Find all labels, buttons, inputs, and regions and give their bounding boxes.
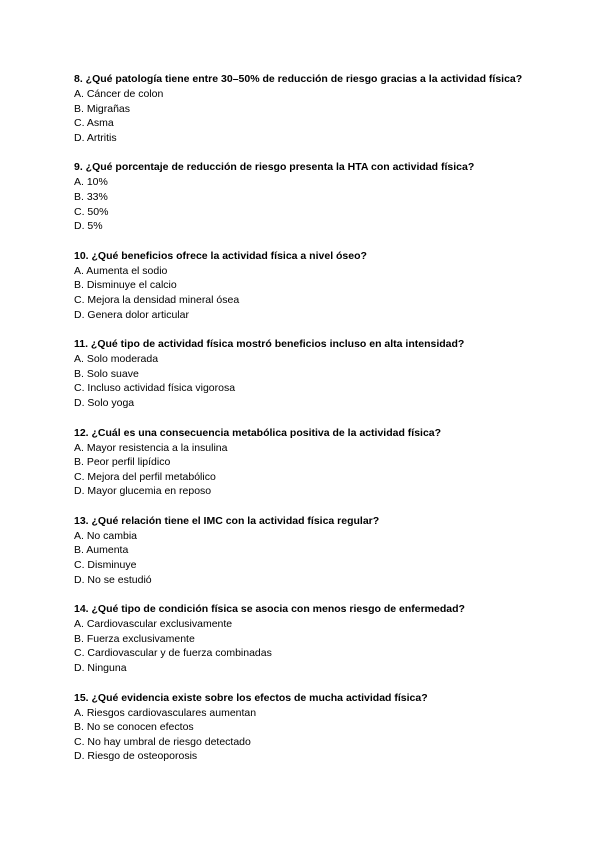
option-b: B. Migrañas	[74, 102, 131, 115]
option-b: B. 33%	[74, 190, 108, 203]
option-c: C. Cardiovascular y de fuerza combinadas	[74, 647, 272, 660]
question-title: 11. ¿Qué tipo de actividad física mostró beneficios incluso en alta intensidad?	[74, 338, 465, 351]
option-a: A. Riesgos cardiovasculares aumentan	[74, 706, 257, 719]
question-title: 9. ¿Qué porcentaje de reducción de riesgo presenta la HTA con actividad física?	[74, 161, 475, 174]
option-d: D. Ninguna	[74, 662, 127, 675]
question-13	[74, 514, 534, 587]
option-d: D. Mayor glucemia en reposo	[74, 485, 212, 498]
option-b: B. Solo suave	[74, 367, 139, 380]
option-a: A. Solo moderada	[74, 353, 159, 366]
question-list	[74, 72, 534, 779]
option-a: A. Aumenta el sodio	[74, 264, 168, 277]
option-a: A. 10%	[74, 176, 108, 189]
option-c: C. Disminuye	[74, 559, 137, 572]
option-b: B. Fuerza exclusivamente	[74, 632, 195, 645]
question-title: 12. ¿Cuál es una consecuencia metabólica positiva de la actividad física?	[74, 426, 442, 439]
option-a: A. Cardiovascular exclusivamente	[74, 618, 233, 631]
option-d: D. Genera dolor articular	[74, 308, 189, 321]
option-b: B. No se conocen efectos	[74, 721, 194, 734]
question-10	[74, 249, 534, 322]
option-c: C. Asma	[74, 117, 114, 130]
question-title: 15. ¿Qué evidencia existe sobre los efectos de mucha actividad física?	[74, 691, 428, 704]
question-title: 8. ¿Qué patología tiene entre 30–50% de reducción de riesgo gracias a la actividad física?	[74, 73, 523, 85]
question-14	[74, 602, 534, 675]
option-c: C. Mejora la densidad mineral ósea	[74, 293, 240, 306]
option-c: C. Mejora del perfil metabólico	[74, 470, 216, 483]
option-a: A. Cáncer de colon	[74, 88, 164, 100]
option-c: C. 50%	[74, 205, 109, 218]
question-title: 13. ¿Qué relación tiene el IMC con la actividad física regular?	[74, 514, 380, 527]
question-8	[74, 72, 534, 145]
option-c: C. Incluso actividad física vigorosa	[74, 382, 236, 395]
option-d: D. 5%	[74, 220, 103, 233]
question-9	[74, 160, 534, 233]
option-a: A. No cambia	[74, 529, 138, 542]
question-11	[74, 337, 534, 410]
question-15	[74, 691, 534, 764]
option-c: C. No hay umbral de riesgo detectado	[74, 735, 251, 748]
question-title: 10. ¿Qué beneficios ofrece la actividad física a nivel óseo?	[74, 249, 367, 262]
option-b: B. Aumenta	[74, 544, 129, 557]
option-d: D. Artritis	[74, 131, 117, 144]
option-d: D. No se estudió	[74, 573, 152, 586]
option-a: A. Mayor resistencia a la insulina	[74, 441, 228, 454]
question-12	[74, 426, 534, 499]
option-b: B. Peor perfil lipídico	[74, 456, 171, 469]
option-d: D. Riesgo de osteoporosis	[74, 750, 198, 763]
option-b: B. Disminuye el calcio	[74, 279, 177, 292]
question-title: 14. ¿Qué tipo de condición física se asocia con menos riesgo de enfermedad?	[74, 603, 465, 616]
option-d: D. Solo yoga	[74, 396, 135, 409]
